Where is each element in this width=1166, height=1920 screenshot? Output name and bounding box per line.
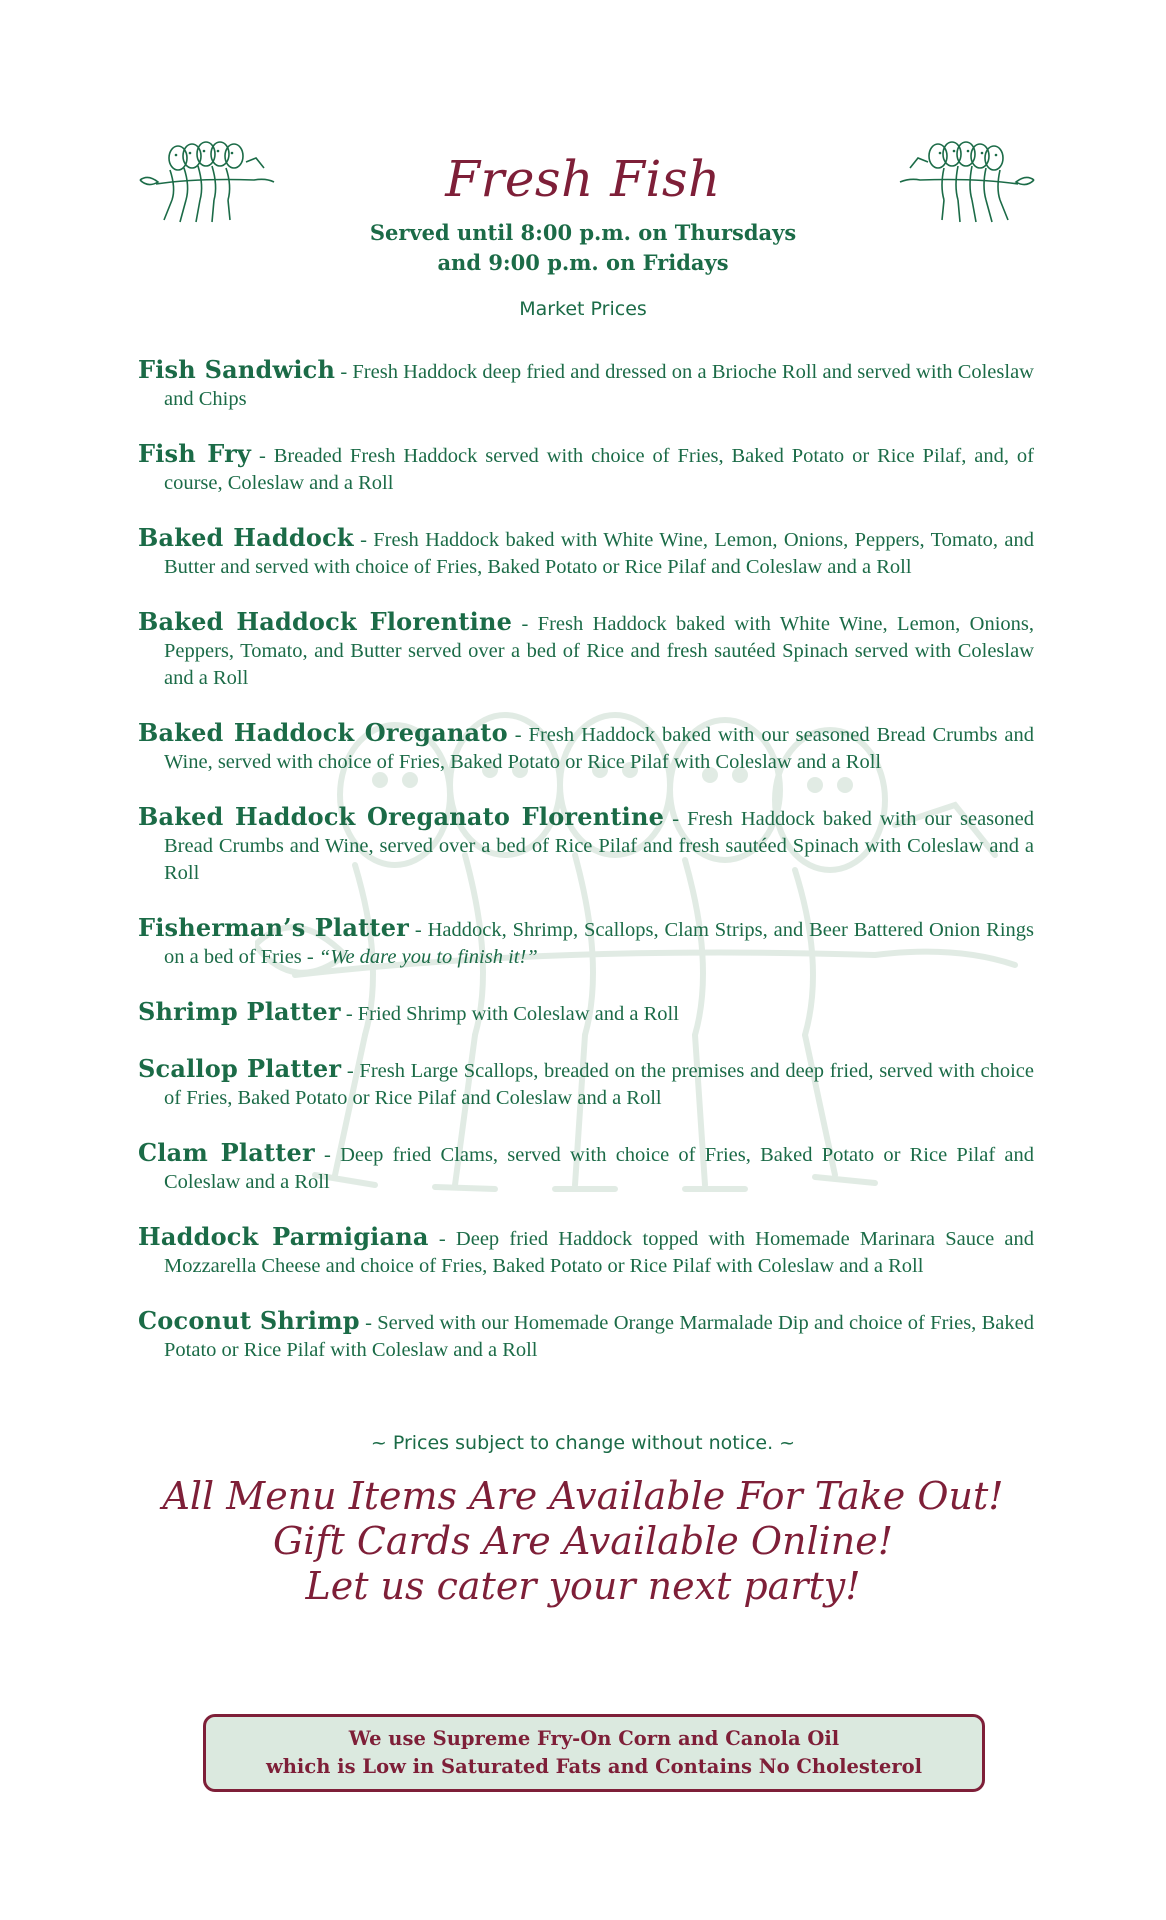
served-line-1: Served until 8:00 p.m. on Thursdays [369,220,797,245]
menu-item-name: Baked Haddock Florentine [138,607,513,636]
menu-item-desc: - Fresh Haddock baked with White Wine, Lemon, Onions, Peppers, Tomato, and Butter served over a bed of Rice and fresh sautéed Spinach served with Coleslaw and a Roll [164,613,1034,689]
menu-item [138,1139,1034,1196]
promo-text [0,1474,1166,1609]
menu-item [138,1223,1034,1280]
menu-item [138,719,1034,776]
market-prices-label: Market Prices [519,298,647,320]
menu-item-name: Baked Haddock [138,523,354,552]
menu-item-desc: - Deep fried Haddock topped with Homemade Marinara Sauce and Mozzarella Cheese and choice of Fries, Baked Potato or Rice Pilaf with Coleslaw and a Roll [164,1228,1034,1277]
prices-note: ~ Prices subject to change without notice. ~ [370,1432,796,1454]
promo-line-2: Gift Cards Are Available Online! [272,1519,894,1563]
menu-item-name: Haddock Parmigiana [138,1222,429,1251]
oil-line-2: which is Low in Saturated Fats and Contains No Cholesterol [265,1755,923,1778]
served-line-2: and 9:00 p.m. on Fridays [437,250,729,275]
menu-item [138,440,1034,497]
menu-item-desc: - Breaded Fresh Haddock served with choice of Fries, Baked Potato or Rice Pilaf, and, of course, Coleslaw and a Roll [164,445,1035,494]
menu-item [138,914,1034,971]
menu-item-name: Baked Haddock Oreganato Florentine [138,802,665,831]
menu-item-name: Shrimp Platter [138,997,341,1026]
menu-item [138,998,1034,1028]
menu-item [138,803,1034,887]
menu-item [138,1055,1034,1112]
menu-item-desc: - Fresh Haddock baked with our seasoned Bread Crumbs and Wine, served over a bed of Rice Pilaf and fresh sautéed Spinach with Coleslaw and a Roll [164,808,1034,884]
menu-item-desc: - Fried Shrimp with Coleslaw and a Roll [340,1003,679,1025]
menu-item-name: Scallop Platter [138,1054,342,1083]
menu-item [138,524,1034,581]
menu-item-desc: - Fresh Haddock deep fried and dressed on a Brioche Roll and served with Coleslaw and Chips [164,361,1034,410]
menu-item-desc: - Deep fried Clams, served with choice of Fries, Baked Potato or Rice Pilaf and Coleslaw and a Roll [164,1144,1034,1193]
promo-line-1: All Menu Items Are Available For Take Out! [162,1474,1004,1518]
menu-item [138,1307,1034,1364]
menu-item-desc: - Fresh Haddock baked with White Wine, Lemon, Onions, Peppers, Tomato, and Butter and served with choice of Fries, Baked Potato or Rice Pilaf and Coleslaw and a Roll [164,529,1034,578]
menu-item-desc: - Served with our Homemade Orange Marmalade Dip and choice of Fries, Baked Potato or Rice Pilaf with Coleslaw and a Roll [164,1312,1034,1361]
menu-item-name: Baked Haddock Oreganato [138,718,508,747]
menu-item-name: Coconut Shrimp [138,1306,360,1335]
menu-item-quote: “We dare you to finish it!” [318,946,538,968]
menu-item [138,356,1034,413]
promo-line-3: Let us cater your next party! [305,1564,861,1608]
menu-item-name: Fish Fry [138,439,252,468]
menu-item-name: Fish Sandwich [138,355,336,384]
oil-line-1: We use Supreme Fry-On Corn and Canola Oil [348,1727,840,1750]
menu-item-desc: - Fresh Large Scallops, breaded on the premises and deep fried, served with choice of Fries, Baked Potato or Rice Pilaf and Coleslaw and a Roll [164,1060,1034,1109]
menu-item [138,608,1034,692]
menu-item-desc: - Fresh Haddock baked with our seasoned Bread Crumbs and Wine, served with choice of Fries, Baked Potato or Rice Pilaf with Coleslaw and a Roll [164,724,1034,773]
oil-notice-box [203,1714,985,1792]
menu-item-name: Fisherman’s Platter [138,913,410,942]
menu-list [138,356,1034,1364]
served-hours [0,218,1166,278]
menu-item-desc: - Haddock, Shrimp, Scallops, Clam Strips, and Beer Battered Onion Rings on a bed of Fries - [164,919,1034,968]
menu-item-name: Clam Platter [138,1138,315,1167]
page-title: Fresh Fish [445,150,721,208]
